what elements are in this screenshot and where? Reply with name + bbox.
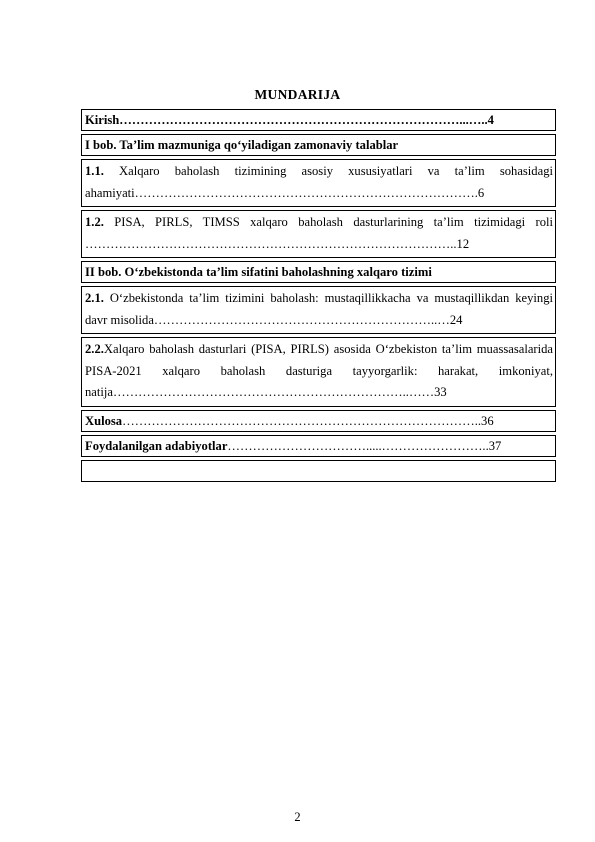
toc-page-number: 24: [449, 312, 463, 327]
toc-leader-dots: ……………………………………………………………………….: [134, 185, 478, 200]
toc-entry-2-2[interactable]: [81, 337, 556, 407]
toc-entry-1-1[interactable]: [81, 159, 556, 207]
toc-entry-label: Kirish: [85, 113, 120, 127]
toc-leader-dots: …………………………………………………………..…: [153, 312, 450, 327]
toc-page-number: 37: [488, 438, 502, 453]
toc-section-number: 2.1.: [85, 291, 104, 305]
toc-entry-adabiyotlar[interactable]: [81, 435, 556, 457]
toc-section-title: Xalqaro baholash tizimining asosiy xususiyatlari va ta’lim sohasidagi ahamiyati: [85, 164, 553, 200]
toc-section-number: 2.2.: [85, 342, 104, 356]
toc-page-number: 33: [434, 385, 447, 399]
toc-entry-xulosa[interactable]: [81, 410, 556, 432]
toc-page-number: 6: [477, 185, 485, 200]
toc-entry-2-1[interactable]: [81, 286, 556, 334]
page-title: MUNDARIJA: [254, 87, 341, 102]
toc-entry-1-2[interactable]: [81, 210, 556, 258]
toc-chapter-2[interactable]: [81, 261, 556, 283]
toc-leader-dots: ……………………………………………………………..……: [112, 385, 435, 399]
toc-entry-kirish[interactable]: [81, 109, 556, 131]
toc-entry-label: Foydalanilgan adabiyotlar: [85, 438, 228, 453]
toc-page-number: 12: [456, 236, 470, 251]
table-of-contents: [81, 109, 556, 485]
toc-leader-dots: ………………………………………………………………………...…..: [119, 113, 488, 127]
toc-leader-dots: …………………………………………………………………………..: [122, 413, 482, 428]
toc-section-number: 1.2.: [85, 215, 104, 229]
toc-entry-label: Xulosa: [85, 413, 123, 428]
toc-page-number: 36: [481, 413, 494, 428]
toc-chapter-label: I bob. Ta’lim mazmuniga qo‘yiladigan zamonaviy talablar: [85, 138, 399, 152]
toc-chapter-label: II bob. O‘zbekistonda ta’lim sifatini baholashning xalqaro tizimi: [85, 265, 432, 279]
toc-empty-row: [81, 460, 556, 482]
toc-section-title: PISA, PIRLS, TIMSS xalqaro baholash dasturlarining ta’lim tizimidagi roli: [103, 215, 553, 229]
toc-leader-dots: …………………………….....……………………..: [227, 438, 489, 453]
page-number: 2: [294, 810, 301, 824]
toc-section-title: Xalqaro baholash dasturlari (PISA, PIRLS) asosida O‘zbekiston ta’lim muassasalarida PISA-2021 xalqaro baholash dasturiga tayyorgarlik: harakat, imkoniyat, natija: [85, 342, 553, 399]
toc-chapter-1[interactable]: [81, 134, 556, 156]
toc-page-number: 4: [487, 113, 494, 127]
toc-section-title: O‘zbekistonda ta’lim tizimini baholash: mustaqillikkacha va mustaqillikdan keyingi davr misolida: [85, 291, 553, 327]
toc-leader-dots: ……………………………………………………………………………..: [85, 236, 457, 251]
toc-section-number: 1.1.: [85, 164, 104, 178]
